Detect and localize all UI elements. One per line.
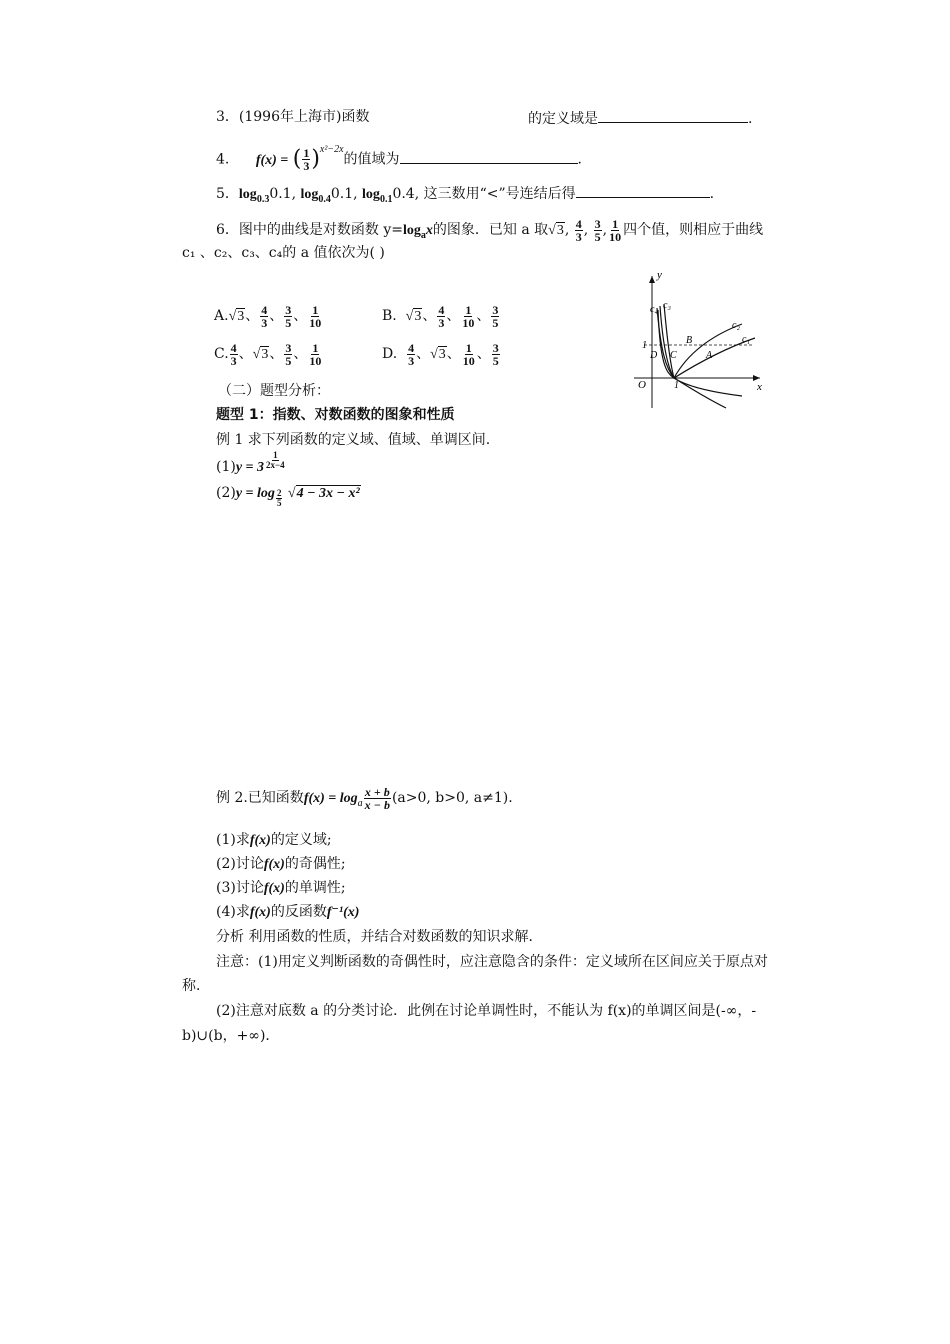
q5-term1-arg: 0.1, [269, 186, 297, 202]
section-title-text: 题型 1：指数、对数函数的图象和性质 [216, 407, 455, 423]
option-c-frac3 [308, 342, 322, 367]
example-1-text: 例 1 求下列函数的定义域、值域、单调区间. [216, 432, 491, 448]
graph-label-one-x: 1 [674, 380, 679, 391]
option-a-sqrt: √3 [228, 309, 245, 324]
example-2-part-1 [216, 831, 332, 850]
option-b-sqrt-rad: 3 [414, 309, 422, 324]
note-1-line2 [182, 977, 210, 995]
ex2-p4-fx: f(x) [249, 905, 271, 920]
q6-f1d: 3 [575, 229, 582, 244]
q5-term3-arg: 0.4, [392, 186, 420, 202]
oc-f2n: 3 [285, 340, 292, 355]
q5-number: 5． [216, 186, 239, 202]
oc-f1d: 3 [230, 353, 237, 368]
ex2-p4-finv: f⁻¹(x) [326, 905, 360, 920]
ex2-p1b: 的定义域; [270, 832, 332, 848]
note-1-line1 [216, 953, 768, 971]
graph-label-y: y [657, 269, 662, 281]
option-d-frac2 [462, 342, 476, 367]
option-c[interactable] [214, 338, 323, 370]
q4-paren-right: ) [311, 146, 320, 172]
ex2-p4a: (4)求 [216, 904, 250, 920]
q6-frac-4-3 [575, 218, 583, 243]
question-5 [216, 183, 714, 209]
q4-paren-left: ( [292, 146, 302, 172]
q5-term2-base: 0.4 [318, 193, 331, 205]
question-3 [216, 108, 369, 126]
note-2b-text: b)∪(b，+∞)． [182, 1028, 280, 1044]
ex1-1-expr: y = 3 [235, 460, 265, 475]
q6-log: log [403, 223, 421, 238]
ob-f3d: 5 [492, 315, 499, 330]
graph-label-one-y: 1 [642, 340, 647, 351]
q5-term2-arg: 0.1, [330, 186, 358, 202]
graph-label-c2: c₂ [732, 320, 740, 331]
q5-suffix: 这三数用“<”号连结后得 [423, 186, 576, 202]
option-b-sep1: 、 [422, 308, 437, 324]
section-subtitle [218, 382, 330, 400]
section-sub-text: （二）题型分析： [218, 383, 330, 399]
ob-f1d: 3 [438, 315, 445, 330]
q5-term1-log: log [238, 187, 257, 202]
ex2-p1a: (1)求 [216, 832, 250, 848]
ex1-1-exp-num: 1 [273, 449, 278, 460]
q6-f3d: 10 [609, 229, 622, 244]
option-a-sep1: 、 [245, 308, 260, 324]
ex1-2-expr: y = log [235, 486, 275, 501]
option-d[interactable] [382, 338, 501, 370]
option-c-sep2: 、 [269, 346, 284, 362]
q4-exponent: x²−2x [319, 144, 344, 155]
example-2-part-4 [216, 903, 359, 922]
option-c-label: C. [214, 346, 229, 362]
oc-f3n: 1 [312, 340, 319, 355]
graph-label-c4: c₄ [650, 304, 658, 315]
ex1-2-base-num: 2 [276, 487, 282, 498]
oa-f3d: 10 [309, 315, 322, 330]
option-c-frac1 [230, 342, 238, 367]
option-a[interactable] [214, 300, 323, 332]
option-c-sqrt-rad: 3 [261, 347, 269, 362]
ex2-p3b: 的单调性; [284, 880, 346, 896]
graph-label-x: x [757, 381, 762, 393]
option-a-frac3 [308, 304, 322, 329]
ex2-function: f(x) = log [303, 791, 358, 806]
option-b-label: B. [382, 308, 397, 324]
ex2-num: x + b [364, 784, 390, 799]
option-a-frac2 [284, 304, 292, 329]
q6-sep-1: , [564, 222, 570, 238]
ex2-p3a: (3)讨论 [216, 880, 264, 896]
option-c-sep1: 、 [238, 346, 253, 362]
ex1-1-exponent [265, 451, 286, 470]
note-2a-text: (2)注意对底数 a 的分类讨论．此例在讨论单调性时，不能认为 f(x)的单调区间是(-∞，- [216, 1003, 757, 1019]
graph-label-C: C [670, 350, 677, 361]
q6-log-arg: x [425, 223, 433, 238]
q6-line2-text: c₁ 、c₂、c₃、c₄的 a 值依次为( ) [182, 245, 385, 261]
q3-prefix: 3．(1996年上海市)函数 [216, 109, 370, 125]
oa-f2n: 3 [285, 302, 292, 317]
ex2-p2-fx: f(x) [263, 857, 285, 872]
graph-label-origin: O [638, 379, 646, 391]
option-d-frac3 [492, 342, 500, 367]
q5-term2-log: log [300, 187, 319, 202]
q5-term1-base: 0.3 [256, 193, 270, 205]
ex1-2-base-den: 5 [276, 497, 282, 508]
q6-f3n: 1 [612, 216, 619, 231]
q6-sep-2: , [583, 222, 589, 238]
analysis-text: 分析 利用函数的性质，并结合对数函数的知识求解． [216, 929, 543, 945]
option-b-frac1 [437, 304, 445, 329]
q4-suffix: 的值域为 [343, 151, 400, 168]
ob-f1n: 4 [438, 302, 445, 317]
option-d-sep2: 、 [446, 346, 461, 362]
note-1b-text: 称． [182, 978, 210, 994]
q6-f2n: 3 [594, 216, 601, 231]
option-d-sqrt: √3 [430, 347, 446, 362]
q6-frac-3-5 [594, 218, 602, 243]
option-b-frac2 [461, 304, 475, 329]
graph-label-c3: c₃ [663, 300, 671, 311]
option-b-frac3 [491, 304, 499, 329]
oa-f2d: 5 [285, 315, 292, 330]
note-2-line2 [182, 1027, 279, 1045]
q6-mid: 的图象．已知 a 取 [432, 222, 549, 238]
q6-f1n: 4 [575, 216, 582, 231]
q4-number: 4. [216, 151, 230, 168]
graph-label-A: A [706, 350, 713, 361]
example-1-part-2 [216, 480, 361, 506]
ex1-2-sqrt: √4 − 3x − x² [287, 486, 360, 501]
graph-label-D: D [650, 350, 658, 361]
log-curves-graph [630, 268, 770, 413]
q6-sqrt3-rad: 3 [556, 223, 564, 238]
ob-f2d: 10 [462, 315, 475, 330]
y-axis-arrow [649, 276, 655, 283]
option-a-sqrt-rad: 3 [237, 309, 245, 324]
q6-f2d: 5 [594, 229, 601, 244]
ex2-p2b: 的奇偶性; [284, 856, 346, 872]
q3-answer-blank[interactable] [598, 108, 748, 123]
option-a-sep2: 、 [269, 308, 284, 324]
q6-prefix: 6．图中的曲线是对数函数 y= [216, 222, 403, 238]
ex1-1-exp-den: 2x−4 [266, 459, 285, 470]
ex2-p2a: (2)讨论 [216, 856, 264, 872]
ex2-p1-fx: f(x) [249, 833, 271, 848]
option-d-label: D. [382, 346, 398, 362]
question-6-line2 [182, 244, 385, 262]
q5-term3-log: log [362, 187, 380, 202]
ex2-p3-fx: f(x) [263, 881, 285, 896]
example-2-part-3 [216, 879, 346, 898]
note-1a-text: 注意：(1)用定义判断函数的奇偶性时，应注意隐含的条件：定义域所在区间应关于原点对 [216, 954, 768, 970]
od-f1n: 4 [408, 340, 415, 355]
example-2-part-2 [216, 855, 346, 874]
q4-frac-den: 3 [303, 159, 310, 174]
example-2 [216, 783, 513, 813]
option-a-label: A. [214, 308, 229, 324]
q4-frac-num: 1 [303, 146, 310, 161]
option-b-sqrt: √3 [405, 309, 422, 324]
ex1-2-radicand: 4 − 3x − x² [296, 486, 360, 501]
analysis [216, 928, 542, 946]
option-b[interactable] [382, 300, 500, 332]
option-b-sep2: 、 [446, 308, 461, 324]
example-1 [216, 431, 490, 449]
oc-f3d: 10 [309, 353, 322, 368]
ex1-1-label: (1) [216, 459, 236, 475]
q6-after: 四个值，则相应于曲线 [623, 222, 764, 238]
q5-term3-base: 0.1 [379, 193, 393, 205]
od-f3d: 5 [492, 353, 499, 368]
curve-c4 [658, 310, 726, 408]
option-d-frac1 [407, 342, 415, 367]
ex1-2-base [276, 489, 283, 508]
ob-f2n: 1 [465, 302, 472, 317]
od-f2d: 10 [462, 353, 475, 368]
option-d-sqrt-rad: 3 [438, 347, 446, 362]
question-3-tail [528, 108, 752, 128]
oc-f2d: 5 [285, 353, 292, 368]
q5-answer-blank[interactable] [576, 183, 710, 198]
question-4 [216, 142, 582, 174]
q6-log-base: a [420, 229, 426, 241]
q3-end: . [748, 111, 753, 127]
q4-answer-blank[interactable] [400, 149, 578, 164]
ex2-den: x − b [364, 797, 390, 812]
q4-fraction [302, 147, 310, 172]
graph-label-c1: c₁ [742, 334, 750, 345]
od-f2n: 1 [465, 340, 472, 355]
ex2-condition: (a>0, b>0, a≠1). [391, 790, 513, 806]
q6-sep-3: , [602, 222, 608, 238]
option-c-frac2 [284, 342, 292, 367]
ex2-p4b: 的反函数 [270, 904, 327, 920]
ex2-base: a [357, 797, 363, 809]
oa-f1n: 4 [261, 302, 268, 317]
q3-suffix: 的定义域是 [528, 111, 598, 127]
q6-frac-1-10 [608, 218, 622, 243]
q6-sqrt3: √3 [548, 223, 564, 238]
option-b-sep3: 、 [476, 308, 491, 324]
option-d-sep3: 、 [476, 346, 491, 362]
q4-end: . [577, 151, 582, 168]
option-a-frac1 [260, 304, 268, 329]
example-1-part-1 [216, 449, 287, 479]
section-title [216, 406, 455, 424]
note-2-line1 [216, 1002, 756, 1020]
ex1-2-label: (2) [216, 485, 236, 501]
oa-f3n: 1 [312, 302, 319, 317]
od-f3n: 3 [492, 340, 499, 355]
question-6 [216, 215, 763, 245]
q5-end: . [709, 186, 715, 202]
graph-label-B: B [686, 335, 693, 346]
option-a-sep3: 、 [293, 308, 308, 324]
ob-f3n: 3 [492, 302, 499, 317]
q4-function: f(x) = [255, 152, 289, 168]
option-d-sep1: 、 [416, 346, 431, 362]
ex2-prefix: 例 2.已知函数 [216, 790, 304, 806]
oa-f1d: 3 [261, 315, 268, 330]
od-f1d: 3 [408, 353, 415, 368]
ex2-fraction [364, 786, 391, 811]
option-c-sqrt: √3 [252, 347, 269, 362]
option-c-sep3: 、 [293, 346, 308, 362]
oc-f1n: 4 [230, 340, 237, 355]
